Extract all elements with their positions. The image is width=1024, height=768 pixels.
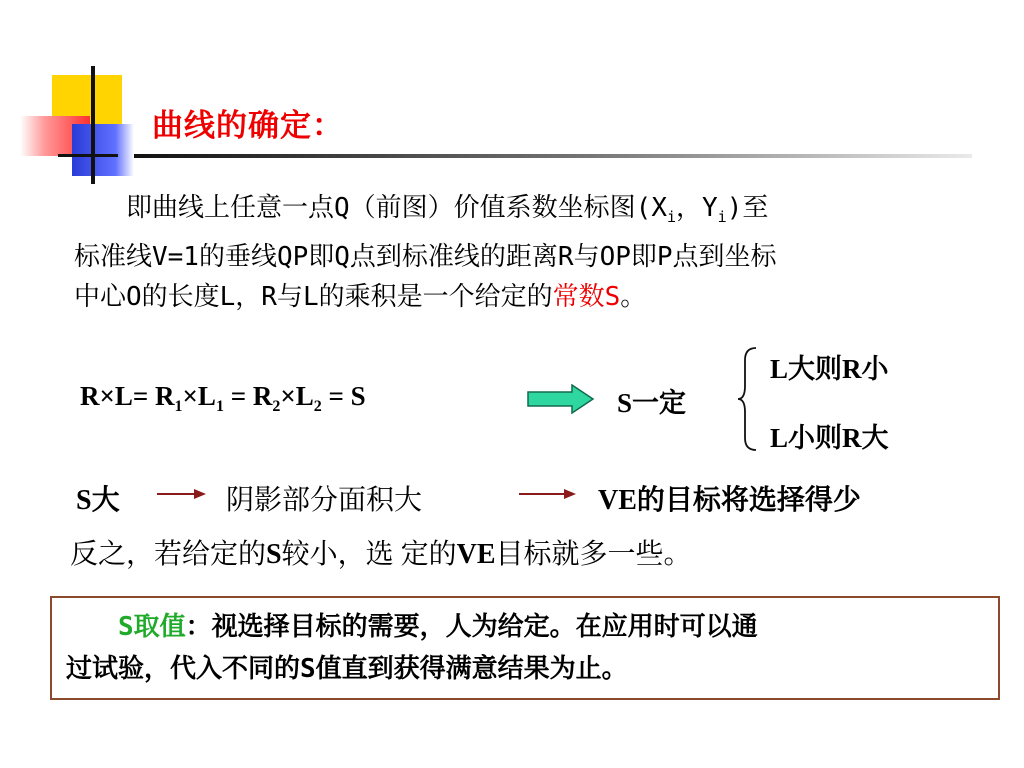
paragraph-line-3: 中心O的长度L，R与L的乘积是一个给定的常数S。 [74, 282, 647, 313]
logo-horizontal-line [58, 154, 118, 157]
s-constant-label: S一定 [617, 388, 687, 418]
s-large-label: S大 [76, 485, 120, 516]
ve-target-label: VE的目标将选择得少 [598, 485, 861, 516]
logo-vertical-line [91, 66, 95, 184]
arrow-right-icon [518, 486, 578, 502]
slide-title: 曲线的确定： [152, 108, 344, 144]
paragraph-line-2: 标准线V=1的垂线QP即Q点到标准线的距离R与OP即P点到坐标 [74, 242, 777, 273]
converse-statement: 反之，若给定的S较小，选 定的VE目标就多一些。 [70, 539, 692, 570]
case-l-small: L小则R大 [770, 423, 889, 453]
constant-s-highlight: 常数S [552, 282, 621, 313]
rl-formula: $R\times L= R_1\times L_1 = R_2\times L_2 = S$ [80, 381, 366, 415]
s-value-note-text: S取值：视选择目标的需要，人为给定。在应用时可以通 过试验，代入不同的S值直到获得满意结果为止。 [66, 612, 758, 684]
intro-paragraph [74, 188, 974, 317]
s-value-label: S取值 [118, 612, 186, 642]
title-underline [134, 154, 972, 158]
paragraph-line-1: 即曲线上任意一点Q（前图）价值系数坐标图($X_i$，$Y_i$)至 [126, 193, 769, 227]
logo-blue-square [72, 124, 134, 176]
case-l-large: L大则R小 [770, 354, 889, 384]
shaded-area-label: 阴影部分面积大 [226, 485, 423, 516]
green-arrow-icon [527, 384, 595, 414]
arrow-right-icon [156, 486, 208, 502]
brace-icon [736, 346, 760, 452]
